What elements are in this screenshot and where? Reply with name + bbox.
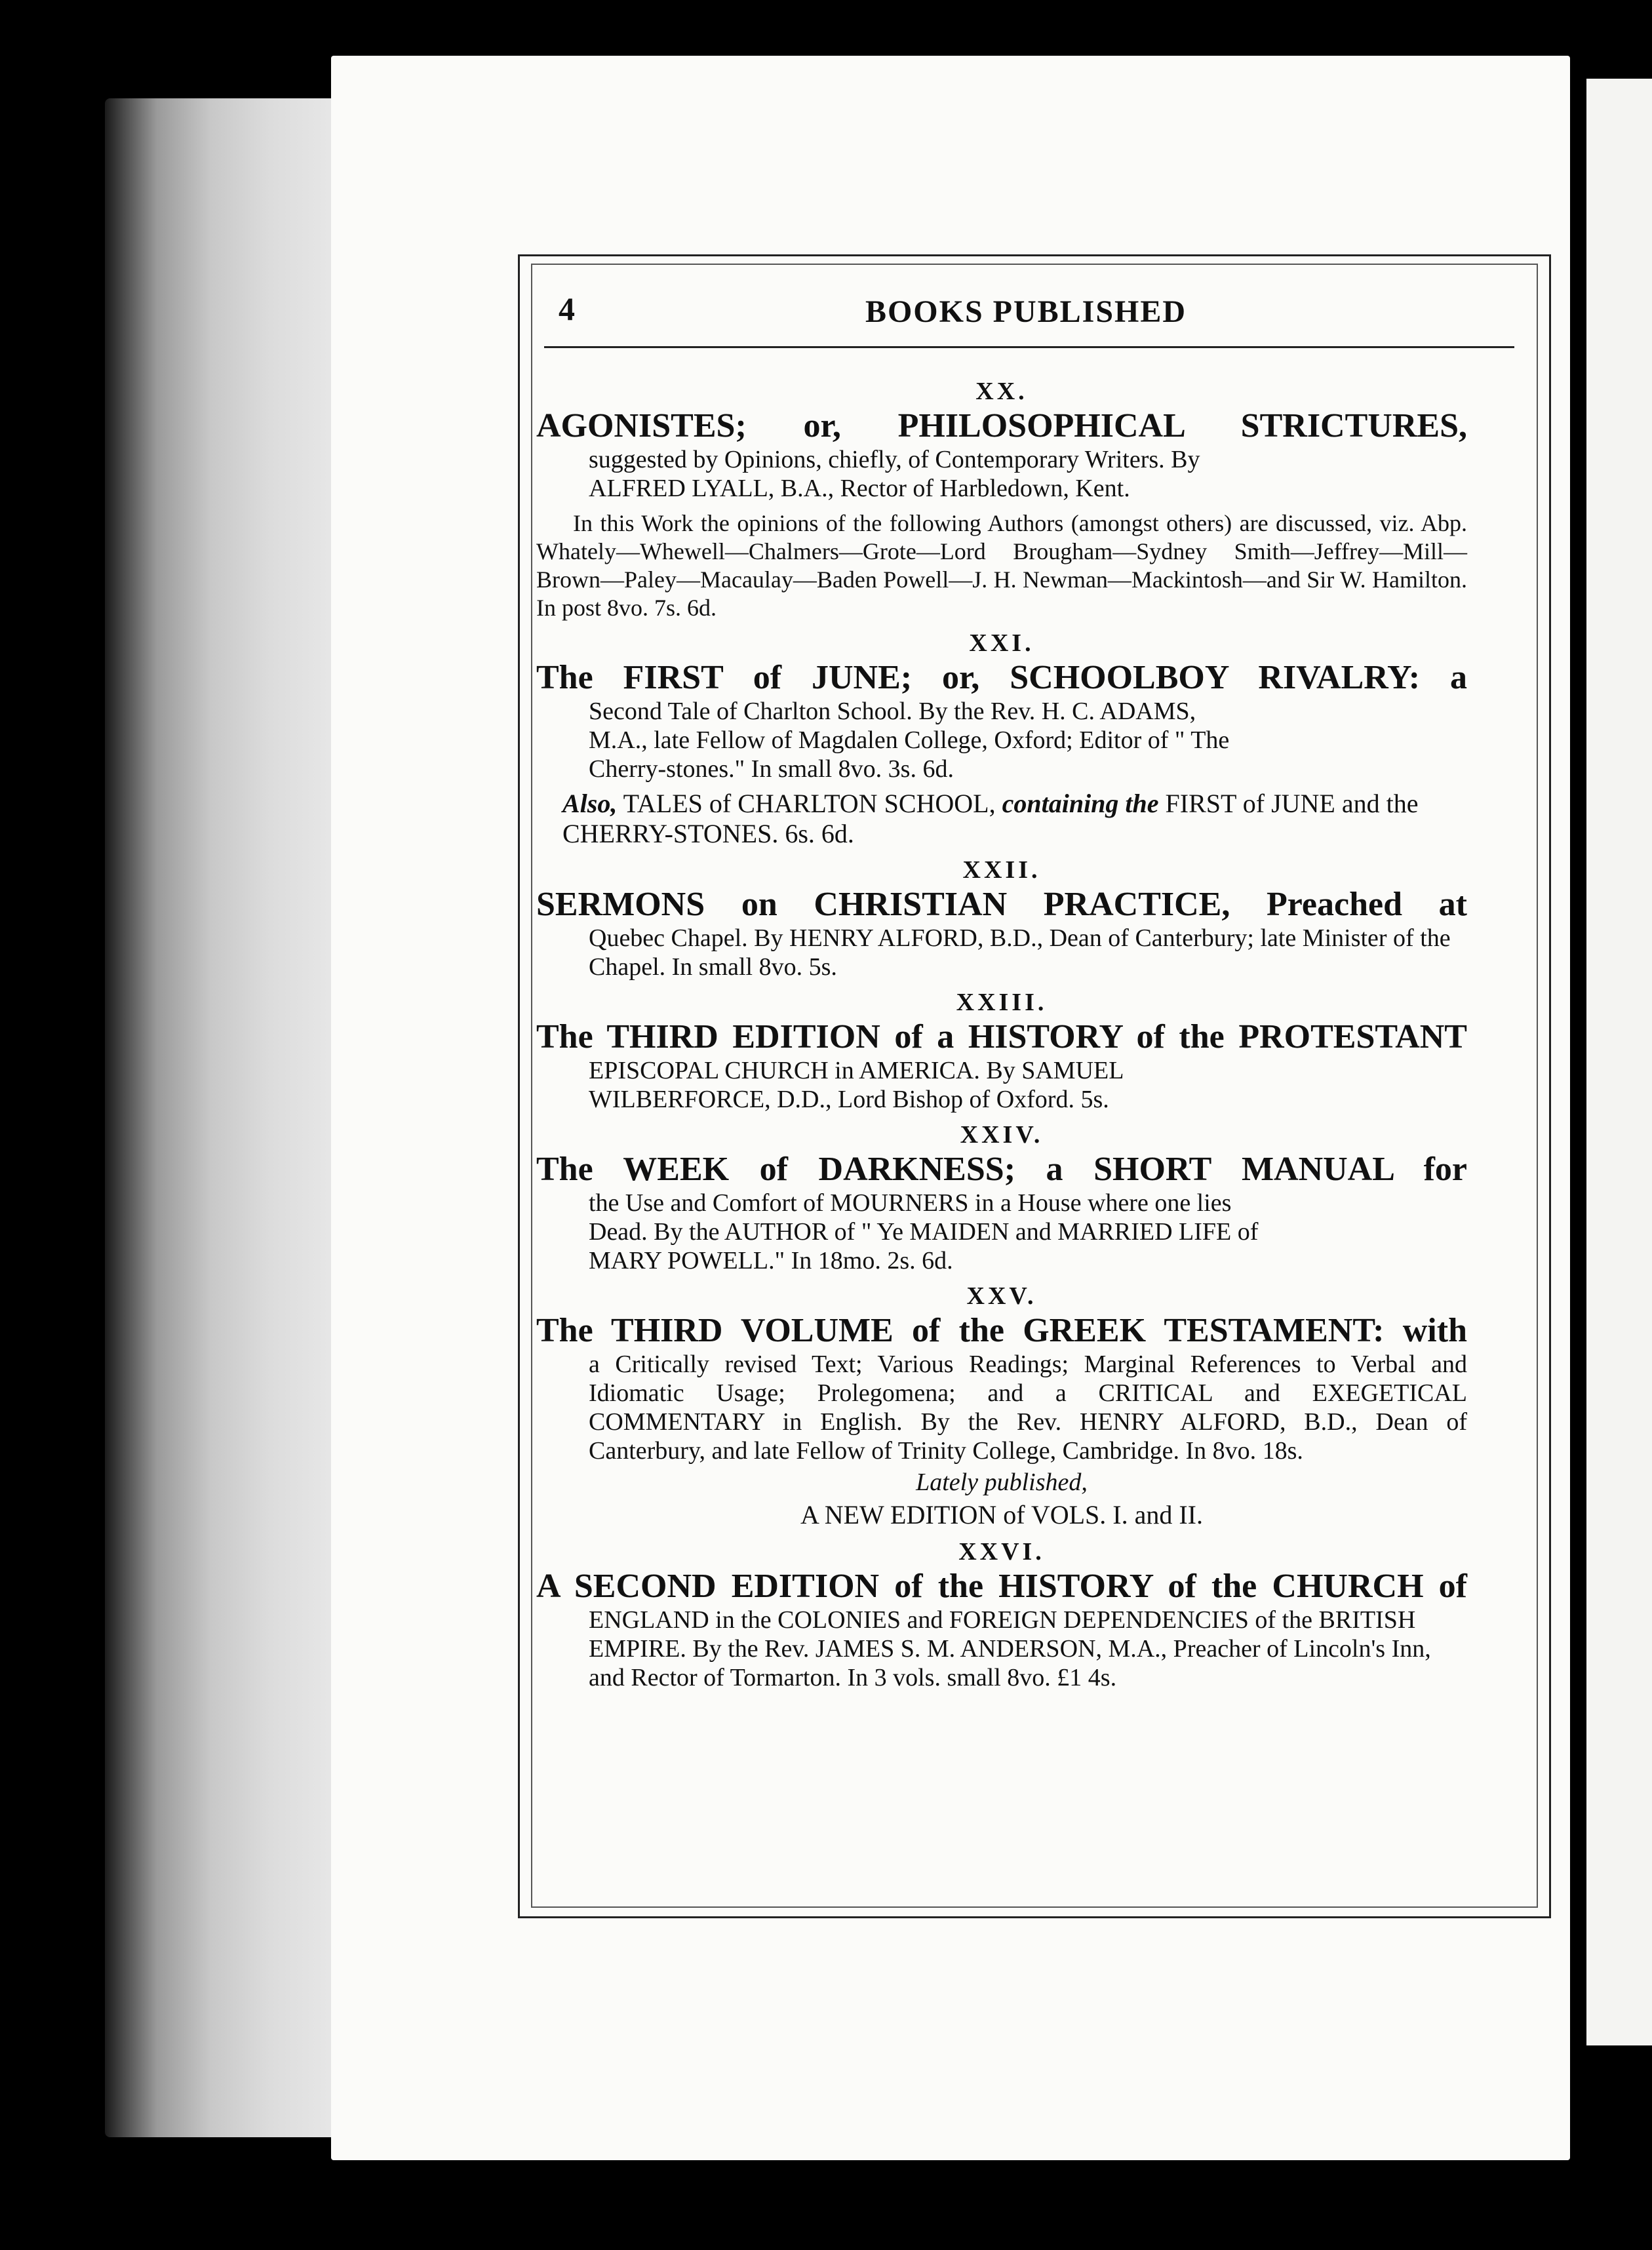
page-number: 4: [559, 290, 575, 327]
new-edition-note: A NEW EDITION of VOLS. I. and II.: [800, 1500, 1203, 1530]
entry-body-line: MARY POWELL." In 18mo. 2s. 6d.: [589, 1247, 953, 1274]
entry-body: [589, 1189, 1467, 1275]
entry-body-line: ALFRED LYALL, B.A., Rector of Harbledown, Kent.: [589, 475, 1130, 502]
entry-body-line: Quebec Chapel. By HENRY ALFORD, B.D., Dean of Canterbury; late Minister of the Chapel. In small 8vo. 5s.: [589, 924, 1451, 981]
header-rule: [544, 346, 1514, 348]
entry-numeral: XXV.: [966, 1282, 1037, 1310]
advertisement-list: [536, 370, 1467, 1692]
entry-body: [589, 1056, 1467, 1114]
facing-page-edge: [1586, 79, 1652, 2045]
entry-body-line: a Critically revised Text; Various Readings; Marginal References to Verbal and Idiomatic Usage; Prolegomena; and a CRITICAL and EXEGETICAL COMMENTARY in English. By the Rev. HENRY ALFORD, B.D., Dean of Canterbury, and late Fellow of Trinity College, Cambridge. In 8vo. 18s.: [589, 1351, 1467, 1465]
entry-numeral: XXIII.: [956, 989, 1048, 1016]
entry-body: [589, 697, 1467, 783]
entry-numeral: XXVI.: [958, 1538, 1045, 1566]
lately-published: Lately published,: [916, 1469, 1088, 1496]
entry-title: The THIRD EDITION of a HISTORY of the PROTESTANT: [536, 1018, 1467, 1056]
entry-xxvi: [536, 1537, 1467, 1692]
entry-title: SERMONS on CHRISTIAN PRACTICE, Preached at: [536, 886, 1467, 923]
entry-title: The FIRST of JUNE; or, SCHOOLBOY RIVALRY: a: [536, 659, 1467, 696]
entry-title: AGONISTES; or, PHILOSOPHICAL STRICTURES,: [536, 407, 1467, 444]
entry-body-line: WILBERFORCE, D.D., Lord Bishop of Oxford. 5s.: [589, 1086, 1109, 1113]
also-rest: FIRST of JUNE and the CHERRY-STONES. 6s. 6d.: [562, 789, 1419, 848]
entry-numeral: XXIV.: [960, 1121, 1044, 1149]
entry-title: A SECOND EDITION of the HISTORY of the CHURCH of: [536, 1568, 1467, 1605]
entry-also-note: [562, 789, 1467, 849]
entry-body: [589, 1606, 1467, 1692]
entry-xxii: [536, 856, 1467, 981]
entry-body-line: the Use and Comfort of MOURNERS in a House where one lies: [589, 1189, 1232, 1217]
entry-numeral: XXII.: [962, 856, 1041, 884]
entry-body-line: Second Tale of Charlton School. By the Rev. H. C. ADAMS,: [589, 698, 1196, 725]
page-header: [544, 282, 1508, 341]
entry-xxv: [536, 1282, 1467, 1531]
also-title: TALES of CHARLTON SCHOOL,: [623, 789, 996, 818]
entry-body-line: ENGLAND in the COLONIES and FOREIGN DEPENDENCIES of the BRITISH EMPIRE. By the Rev. JAMES S. M. ANDERSON, M.A., Preacher of Lincoln's Inn, and Rector of Tormarton. In 3 vols. small 8vo. £1 4s.: [589, 1606, 1431, 1691]
entry-body: [589, 924, 1467, 981]
entry-body-line: M.A., late Fellow of Magdalen College, Oxford; Editor of " The: [589, 726, 1230, 754]
entry-body: [589, 445, 1467, 503]
entry-xxi: [536, 629, 1467, 849]
entry-body-line: EPISCOPAL CHURCH in AMERICA. By SAMUEL: [589, 1057, 1124, 1084]
entry-numeral: XXI.: [969, 629, 1034, 657]
entry-note: In this Work the opinions of the following Authors (amongst others) are discussed, viz. Abp. Whately—Whewell—Chalmers—Grote—Lord Brougham—Sydney Smith—Jeffrey—Mill—Brown—Paley—Macaulay—Baden Powell—J. H. Newman—Mackintosh—and Sir W. Hamilton. In post 8vo. 7s. 6d.: [536, 510, 1467, 621]
entry-xxiv: [536, 1120, 1467, 1275]
also-lead: Also,: [562, 789, 618, 818]
entry-xxiii: [536, 988, 1467, 1114]
entry-xx: [536, 377, 1467, 622]
entry-body-line: Dead. By the AUTHOR of " Ye MAIDEN and MARRIED LIFE of: [589, 1218, 1259, 1246]
entry-title: The THIRD VOLUME of the GREEK TESTAMENT: with: [536, 1312, 1467, 1349]
entry-numeral: XX.: [975, 378, 1028, 405]
entry-title: The WEEK of DARKNESS; a SHORT MANUAL for: [536, 1151, 1467, 1188]
book-page-edges: [105, 98, 341, 2137]
entry-body-line: suggested by Opinions, chiefly, of Contemporary Writers. By: [589, 446, 1200, 473]
also-mid: containing the: [1002, 789, 1159, 818]
entry-body: [589, 1350, 1467, 1465]
entry-body-line: Cherry-stones." In small 8vo. 3s. 6d.: [589, 755, 954, 783]
running-head: BOOKS PUBLISHED: [865, 294, 1187, 329]
